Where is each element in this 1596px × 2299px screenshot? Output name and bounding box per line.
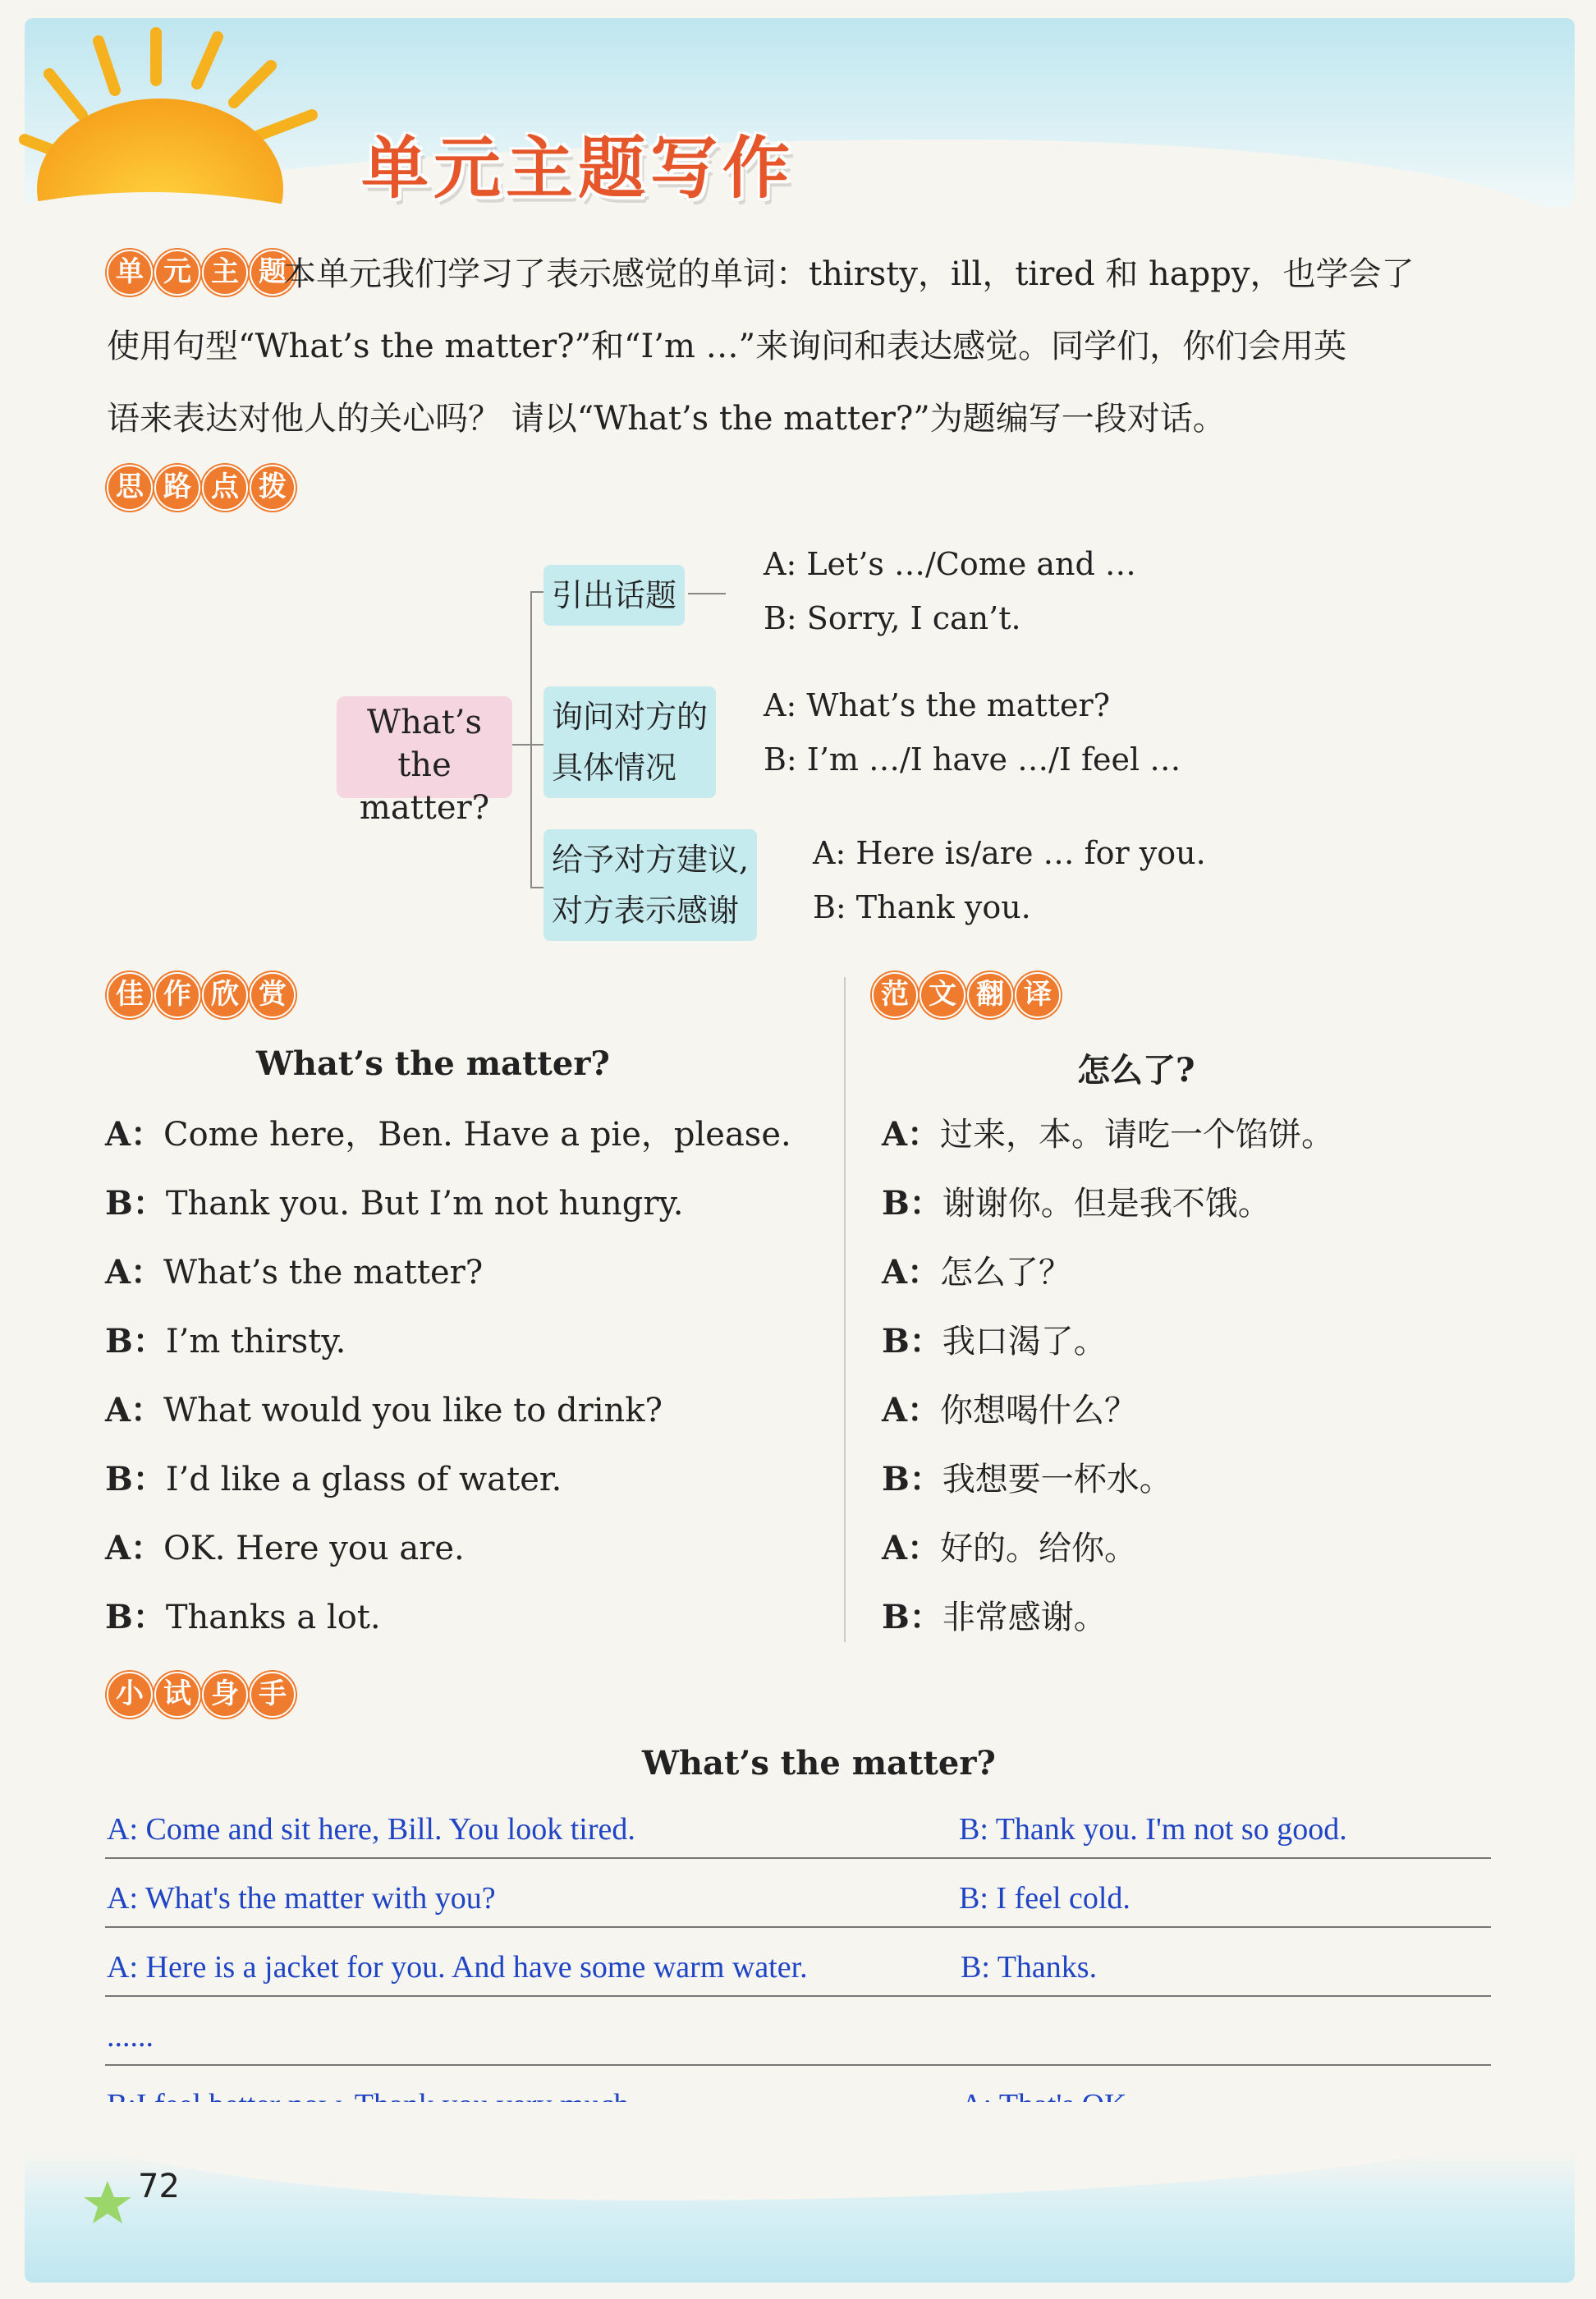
translation-title: 怎么了? — [1077, 1051, 1195, 1090]
practice-row-3-left: A: Here is a jacket for you. And have some warm water. — [107, 1950, 808, 1985]
sun-icon — [16, 16, 361, 230]
answer-line — [105, 2064, 1491, 2066]
dialogue-line: A：怎么了？ — [882, 1253, 1072, 1292]
dialogue-line: A：Come here，Ben. Have a pie，please. — [105, 1115, 791, 1154]
mindmap-branch-ask: 询问对方的 具体情况 — [543, 686, 716, 798]
dialogue-line: A：好的。给你。 — [882, 1529, 1138, 1567]
dialogue-line: B：I’m thirsty. — [105, 1322, 346, 1361]
column-divider — [844, 977, 846, 1642]
practice-title: What’s the matter? — [642, 1744, 996, 1783]
intro-paragraph: 本单元我们学习了表示感觉的单词：thirsty，ill，tired 和 happy，也学会了 使用句型“What’s the matter?”和“I’m …”来询问和表达感觉。同学们，你们会用英 语来表达对他人的关心吗？ 请以“What’s the matter?”为题编写一段对话。 — [107, 255, 1415, 438]
dialogue-line: A：你想喝什么？ — [882, 1391, 1138, 1429]
practice-row-3-right: B: Thanks. — [961, 1950, 1098, 1985]
practice-row-2-right: B: I feel cold. — [959, 1881, 1130, 1916]
mindmap-branch-suggest: 给予对方建议, 对方表示感谢 — [543, 829, 757, 941]
dialogue-line: A：过来，本。请吃一个馅饼。 — [882, 1115, 1335, 1154]
dialogue-line: A：What’s the matter? — [105, 1253, 484, 1292]
section-tag-ideas: 思 路 点 拨 — [107, 465, 296, 511]
practice-row-1-right: B: Thank you. I'm not so good. — [959, 1812, 1347, 1847]
mindmap-branch-topic: 引出话题 — [543, 565, 685, 626]
section-tag-model: 佳 作 欣 赏 — [107, 972, 296, 1018]
translation-dialogue — [882, 1108, 1334, 1660]
dialogue-line: A：OK. Here you are. — [105, 1529, 465, 1567]
section-tag-translation: 范 文 翻 译 — [872, 972, 1061, 1018]
dialogue-line: B：我想要一杯水。 — [882, 1460, 1172, 1498]
model-dialogue — [105, 1108, 791, 1660]
star-icon — [79, 2177, 136, 2227]
dialogue-line: B：非常感谢。 — [882, 1598, 1107, 1636]
dialogue-line: B：我口渴了。 — [882, 1322, 1107, 1361]
dialogue-line: A：What would you like to drink? — [105, 1391, 663, 1429]
section-tag-unit-theme: 单 元 主 题 — [107, 250, 296, 296]
mindmap-branch-ask-lines: A: What’s the matter? B: I’m …/I have …/I feel … — [764, 687, 1181, 778]
mindmap-center-node: What’s the matter? — [337, 696, 512, 798]
page-title: 单元主题写作 — [361, 130, 796, 208]
practice-row-4-left: ...... — [107, 2019, 154, 2053]
mindmap-branch-suggest-lines: A: Here is/are … for you. B: Thank you. — [813, 835, 1206, 925]
dialogue-line: B：I’d like a glass of water. — [105, 1460, 562, 1498]
answer-line — [105, 1995, 1491, 1997]
dialogue-line: B：谢谢你。但是我不饿。 — [882, 1184, 1271, 1223]
mindmap-connector — [688, 593, 726, 594]
section-tag-practice: 小 试 身 手 — [107, 1672, 296, 1718]
mindmap-trunk — [530, 591, 532, 887]
practice-row-2-left: A: What's the matter with you? — [107, 1881, 496, 1916]
model-title: What’s the matter? — [256, 1044, 610, 1083]
practice-row-1-left: A: Come and sit here, Bill. You look tired. — [107, 1812, 635, 1847]
answer-line — [105, 1926, 1491, 1928]
dialogue-line: B：Thanks a lot. — [105, 1598, 381, 1636]
page-number: 72 — [138, 2168, 180, 2205]
mindmap-connector — [512, 744, 530, 746]
mindmap-branch-topic-lines: A: Let’s …/Come and … B: Sorry, I can’t. — [764, 546, 1136, 636]
answer-line — [105, 1857, 1491, 1859]
dialogue-line: B：Thank you. But I’m not hungry. — [105, 1184, 684, 1223]
